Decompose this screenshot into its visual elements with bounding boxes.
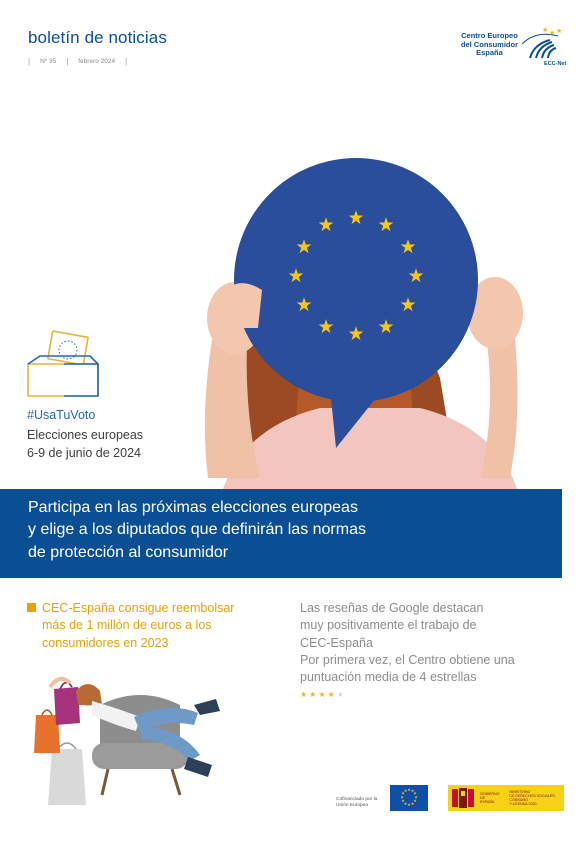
star-icon: ★ bbox=[300, 690, 310, 699]
svg-text:★: ★ bbox=[377, 214, 395, 236]
ministry-text bbox=[499, 790, 564, 807]
svg-text:★: ★ bbox=[295, 294, 313, 316]
banner-text bbox=[28, 497, 548, 564]
elections-dates: 6-9 de junio de 2024 bbox=[27, 445, 141, 460]
issue-number: Nº 35 bbox=[40, 58, 57, 65]
cofin-line: Unión Europea bbox=[336, 803, 369, 809]
gov-line: MINISTERIO bbox=[509, 789, 531, 794]
svg-text:★: ★ bbox=[407, 265, 425, 287]
meta-separator: | bbox=[66, 57, 69, 66]
svg-text:★: ★ bbox=[400, 794, 404, 800]
coat-of-arms-icon bbox=[448, 785, 476, 811]
elections-info bbox=[27, 427, 143, 462]
svg-text:★: ★ bbox=[317, 316, 335, 338]
ecc-net-mark bbox=[520, 26, 567, 67]
svg-text:★: ★ bbox=[407, 787, 411, 792]
meta-separator: | bbox=[125, 57, 128, 66]
orange-bullet-icon bbox=[27, 603, 36, 612]
svg-text:★: ★ bbox=[410, 788, 415, 793]
eu-flag-icon bbox=[390, 785, 428, 811]
gov-line: DE DERECHOS SOCIALES, CONSUMO bbox=[509, 793, 556, 802]
svg-text:★: ★ bbox=[401, 798, 405, 804]
svg-text:ECC-Net: ECC-Net bbox=[544, 61, 567, 67]
issue-date: febrero 2024 bbox=[78, 58, 116, 65]
svg-text:★: ★ bbox=[549, 30, 556, 37]
headline-line: CEC-España consigue reembolsar bbox=[42, 601, 235, 615]
logo-text bbox=[461, 32, 518, 58]
gov-line: Y AGENDA 2030 bbox=[509, 802, 537, 807]
reviews-article[interactable] bbox=[300, 600, 550, 686]
svg-text:★: ★ bbox=[401, 790, 405, 796]
svg-text:★: ★ bbox=[413, 798, 417, 804]
newsletter-title: boletín de noticias bbox=[28, 28, 167, 47]
headline-line: consumidores en 2023 bbox=[42, 635, 169, 650]
svg-text:★: ★ bbox=[377, 316, 395, 338]
svg-text:★: ★ bbox=[407, 802, 411, 807]
star-rating bbox=[300, 690, 346, 699]
refund-article-headline[interactable] bbox=[27, 600, 257, 652]
cec-logo bbox=[460, 26, 567, 67]
svg-text:★: ★ bbox=[413, 790, 417, 796]
logo-line: España bbox=[476, 48, 503, 58]
gov-line: DE ESPAÑA bbox=[480, 795, 495, 805]
article-line: Las reseñas de Google destacan bbox=[300, 601, 484, 615]
article-line: CEC-España bbox=[300, 635, 373, 650]
svg-text:★: ★ bbox=[542, 27, 549, 34]
star-icon: ★ bbox=[309, 690, 319, 699]
government-text bbox=[476, 792, 499, 804]
meta-separator: | bbox=[28, 57, 31, 66]
government-logo bbox=[448, 785, 564, 811]
vote-hashtag: #UsaTuVoto bbox=[27, 408, 96, 422]
banner-line: y elige a los diputados que definirán las normas bbox=[28, 521, 366, 539]
elections-line: Elecciones europeas bbox=[27, 428, 144, 442]
svg-text:★: ★ bbox=[399, 236, 417, 258]
headline-line: más de 1 millón de euros a los bbox=[42, 618, 212, 633]
issue-meta bbox=[28, 57, 127, 66]
shopper-photo bbox=[30, 665, 240, 805]
star-icon: ★ bbox=[327, 690, 337, 699]
svg-text:★: ★ bbox=[317, 214, 335, 236]
cofin-line: Cofinanciado por la bbox=[336, 797, 378, 802]
article-line: puntuación media de 4 estrellas bbox=[300, 670, 477, 684]
ballot-box-icon bbox=[24, 330, 102, 400]
svg-text:★: ★ bbox=[347, 207, 365, 229]
star-empty-icon: ★ bbox=[336, 690, 346, 699]
banner-line: de protección al consumidor bbox=[28, 543, 229, 561]
logo-line: Centro Europeo bbox=[461, 31, 518, 40]
svg-text:★: ★ bbox=[414, 794, 418, 800]
article-line: muy positivamente el trabajo de bbox=[300, 618, 477, 633]
logo-line: del Consumidor bbox=[460, 39, 518, 49]
gov-line: GOBIERNO bbox=[480, 791, 500, 796]
svg-text:★: ★ bbox=[295, 236, 313, 258]
star-icon: ★ bbox=[318, 690, 328, 699]
cofinanced-label bbox=[336, 797, 396, 809]
hero-photo bbox=[180, 178, 560, 498]
svg-text:★: ★ bbox=[399, 294, 417, 316]
svg-text:★: ★ bbox=[403, 788, 408, 793]
article-line: Por primera vez, el Centro obtiene una bbox=[300, 652, 515, 667]
svg-text:★: ★ bbox=[287, 265, 305, 287]
banner-line: Participa en las próximas elecciones europeas bbox=[28, 499, 358, 516]
svg-text:★: ★ bbox=[403, 800, 408, 806]
svg-text:★: ★ bbox=[556, 28, 563, 35]
svg-text:★: ★ bbox=[410, 800, 415, 806]
svg-text:★: ★ bbox=[347, 323, 365, 345]
